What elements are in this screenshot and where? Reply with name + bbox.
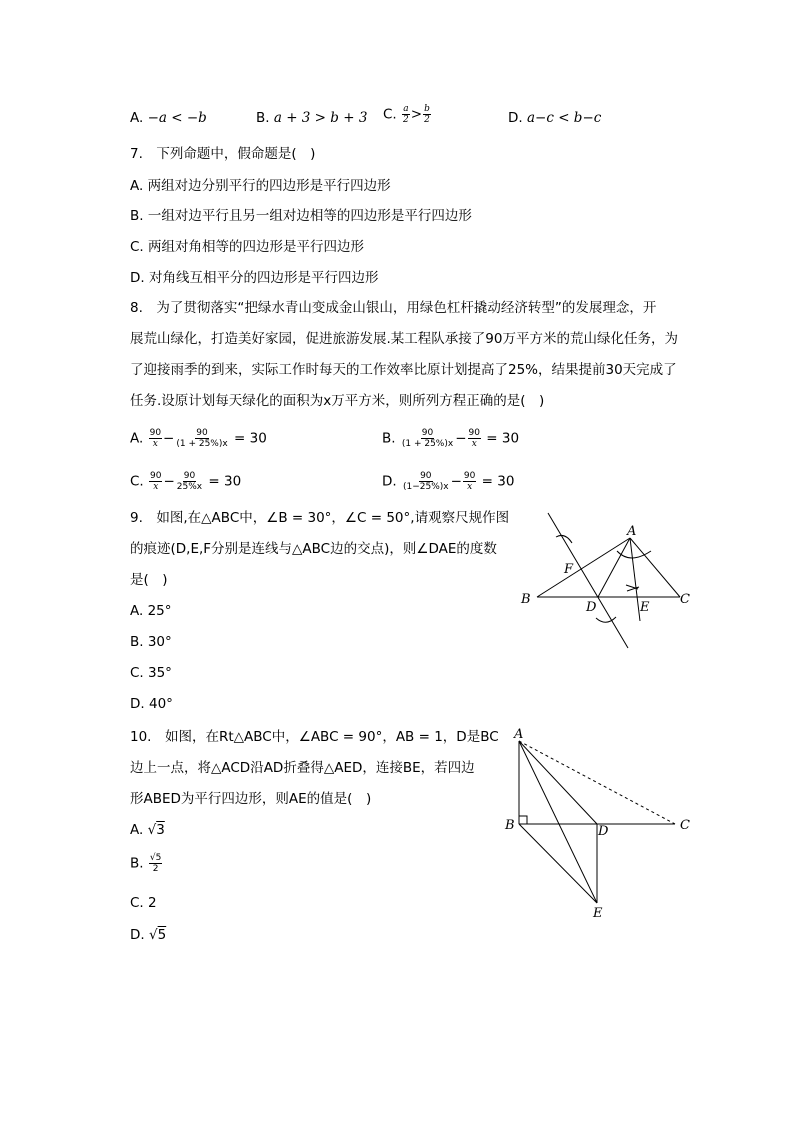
q10-line1: 10. 如图，在Rt△ABC中，∠ABC = 90°，AB = 1，D是BC [130, 729, 499, 745]
q6-option-a-expr: −a < −b [147, 110, 207, 126]
q10-segment-ad [519, 741, 597, 824]
q9-line2: 的痕迹(D,E,F分别是连线与△ABC边的交点)，则∠DAE的度数 [130, 541, 497, 557]
q9-label-b: B [521, 592, 531, 607]
q10-figure [500, 725, 700, 925]
q9-segment-ae [630, 538, 640, 621]
q9-label-a: A [627, 524, 637, 539]
q9-line3: 是( ) [130, 572, 168, 588]
q10-option-b: B. $\frac{√5}{2}$ [130, 853, 162, 874]
q10-right-angle-mark [519, 816, 527, 824]
q9-figure [510, 505, 710, 655]
q8-line1: 8. 为了贯彻落实“把绿水青山变成金山银山，用绿色杠杆撬动经济转型”的发展理念，开 [130, 300, 657, 316]
q6-option-d: D. a−c < b−c [508, 110, 602, 126]
q6-option-b-expr: a + 3 > b + 3 [273, 110, 368, 126]
q8-option-a: A. $\frac{90}{x}$ − $\frac{90}{(1 + 25\%)x}$ = 30 [130, 428, 267, 449]
q7-option-a: A. 两组对边分别平行的四边形是平行四边形 [130, 178, 391, 194]
q7-option-c: C. 两组对角相等的四边形是平行四边形 [130, 239, 365, 255]
q9-side-ac [630, 538, 680, 597]
q7-option-d: D. 对角线互相平分的四边形是平行四边形 [130, 270, 379, 286]
q10-label-a: A [514, 727, 524, 742]
q9-arc-bottom [596, 617, 616, 622]
q9-option-c: C. 35° [130, 665, 172, 681]
q10-line2: 边上一点，将△ACD沿AD折叠得△AED，连接BE，若四边 [130, 760, 475, 776]
q10-label-c: C [680, 818, 690, 833]
q9-option-d: D. 40° [130, 696, 173, 712]
q6-option-d-expr: a−c < b−c [526, 110, 602, 126]
q10-option-a: A. √3 [130, 822, 165, 838]
q8-line3: 了迎接雨季的到来，实际工作时每天的工作效率比原计划提高了25%，结果提前30天完成了 [130, 362, 677, 378]
q10-segment-ac-dashed [519, 741, 675, 824]
q9-label-c: C [680, 592, 690, 607]
q10-segment-ae [519, 741, 597, 903]
q9-side-ab [537, 538, 630, 597]
q6-option-b: B. a + 3 > b + 3 [256, 110, 368, 126]
q8-option-d: D. $\frac{90}{(1-25\%)x}$ − $\frac{90}{x}$ = 30 [382, 471, 515, 492]
q10-option-c: C. 2 [130, 895, 157, 911]
q10-segment-be [519, 824, 597, 903]
q8-line2: 展荒山绿化，打造美好家园，促进旅游发展.某工程队承接了90万平方米的荒山绿化任务，为 [130, 331, 678, 347]
q6-option-a: A. −a < −b [130, 110, 207, 126]
q9-label-e: E [640, 600, 650, 615]
q10-label-e: E [593, 906, 603, 921]
q9-label-d: D [586, 600, 597, 615]
q8-option-c: C. $\frac{90}{x}$ − $\frac{90}{25\%x}$ = 30 [130, 471, 242, 492]
q7-option-b: B. 一组对边平行且另一组对边相等的四边形是平行四边形 [130, 208, 472, 224]
q7-stem: 7. 下列命题中，假命题是( ) [130, 146, 316, 162]
q10-label-d: D [598, 824, 609, 839]
q9-segment-ad [598, 538, 630, 597]
q9-perpendicular-bisector [548, 513, 628, 648]
q9-line1: 9. 如图,在△ABC中，∠B = 30°，∠C = 50°,请观察尺规作图 [130, 510, 510, 526]
q9-option-b: B. 30° [130, 634, 172, 650]
q10-label-b: B [505, 818, 515, 833]
q8-option-b: B. $\frac{90}{(1 + 25\%)x}$ − $\frac{90}{x}$ = 30 [382, 428, 520, 449]
q9-option-a: A. 25° [130, 603, 172, 619]
q8-line4: 任务.设原计划每天绿化的面积为x万平方米，则所列方程正确的是( ) [130, 393, 545, 409]
q10-line3: 形ABED为平行四边形，则AE的值是( ) [130, 791, 372, 807]
q10-option-d: D. √5 [130, 927, 167, 943]
q6-option-c: C. $\frac{a}{2}$ > $\frac{b}{2}$ [383, 104, 430, 125]
q9-label-f: F [564, 562, 574, 577]
